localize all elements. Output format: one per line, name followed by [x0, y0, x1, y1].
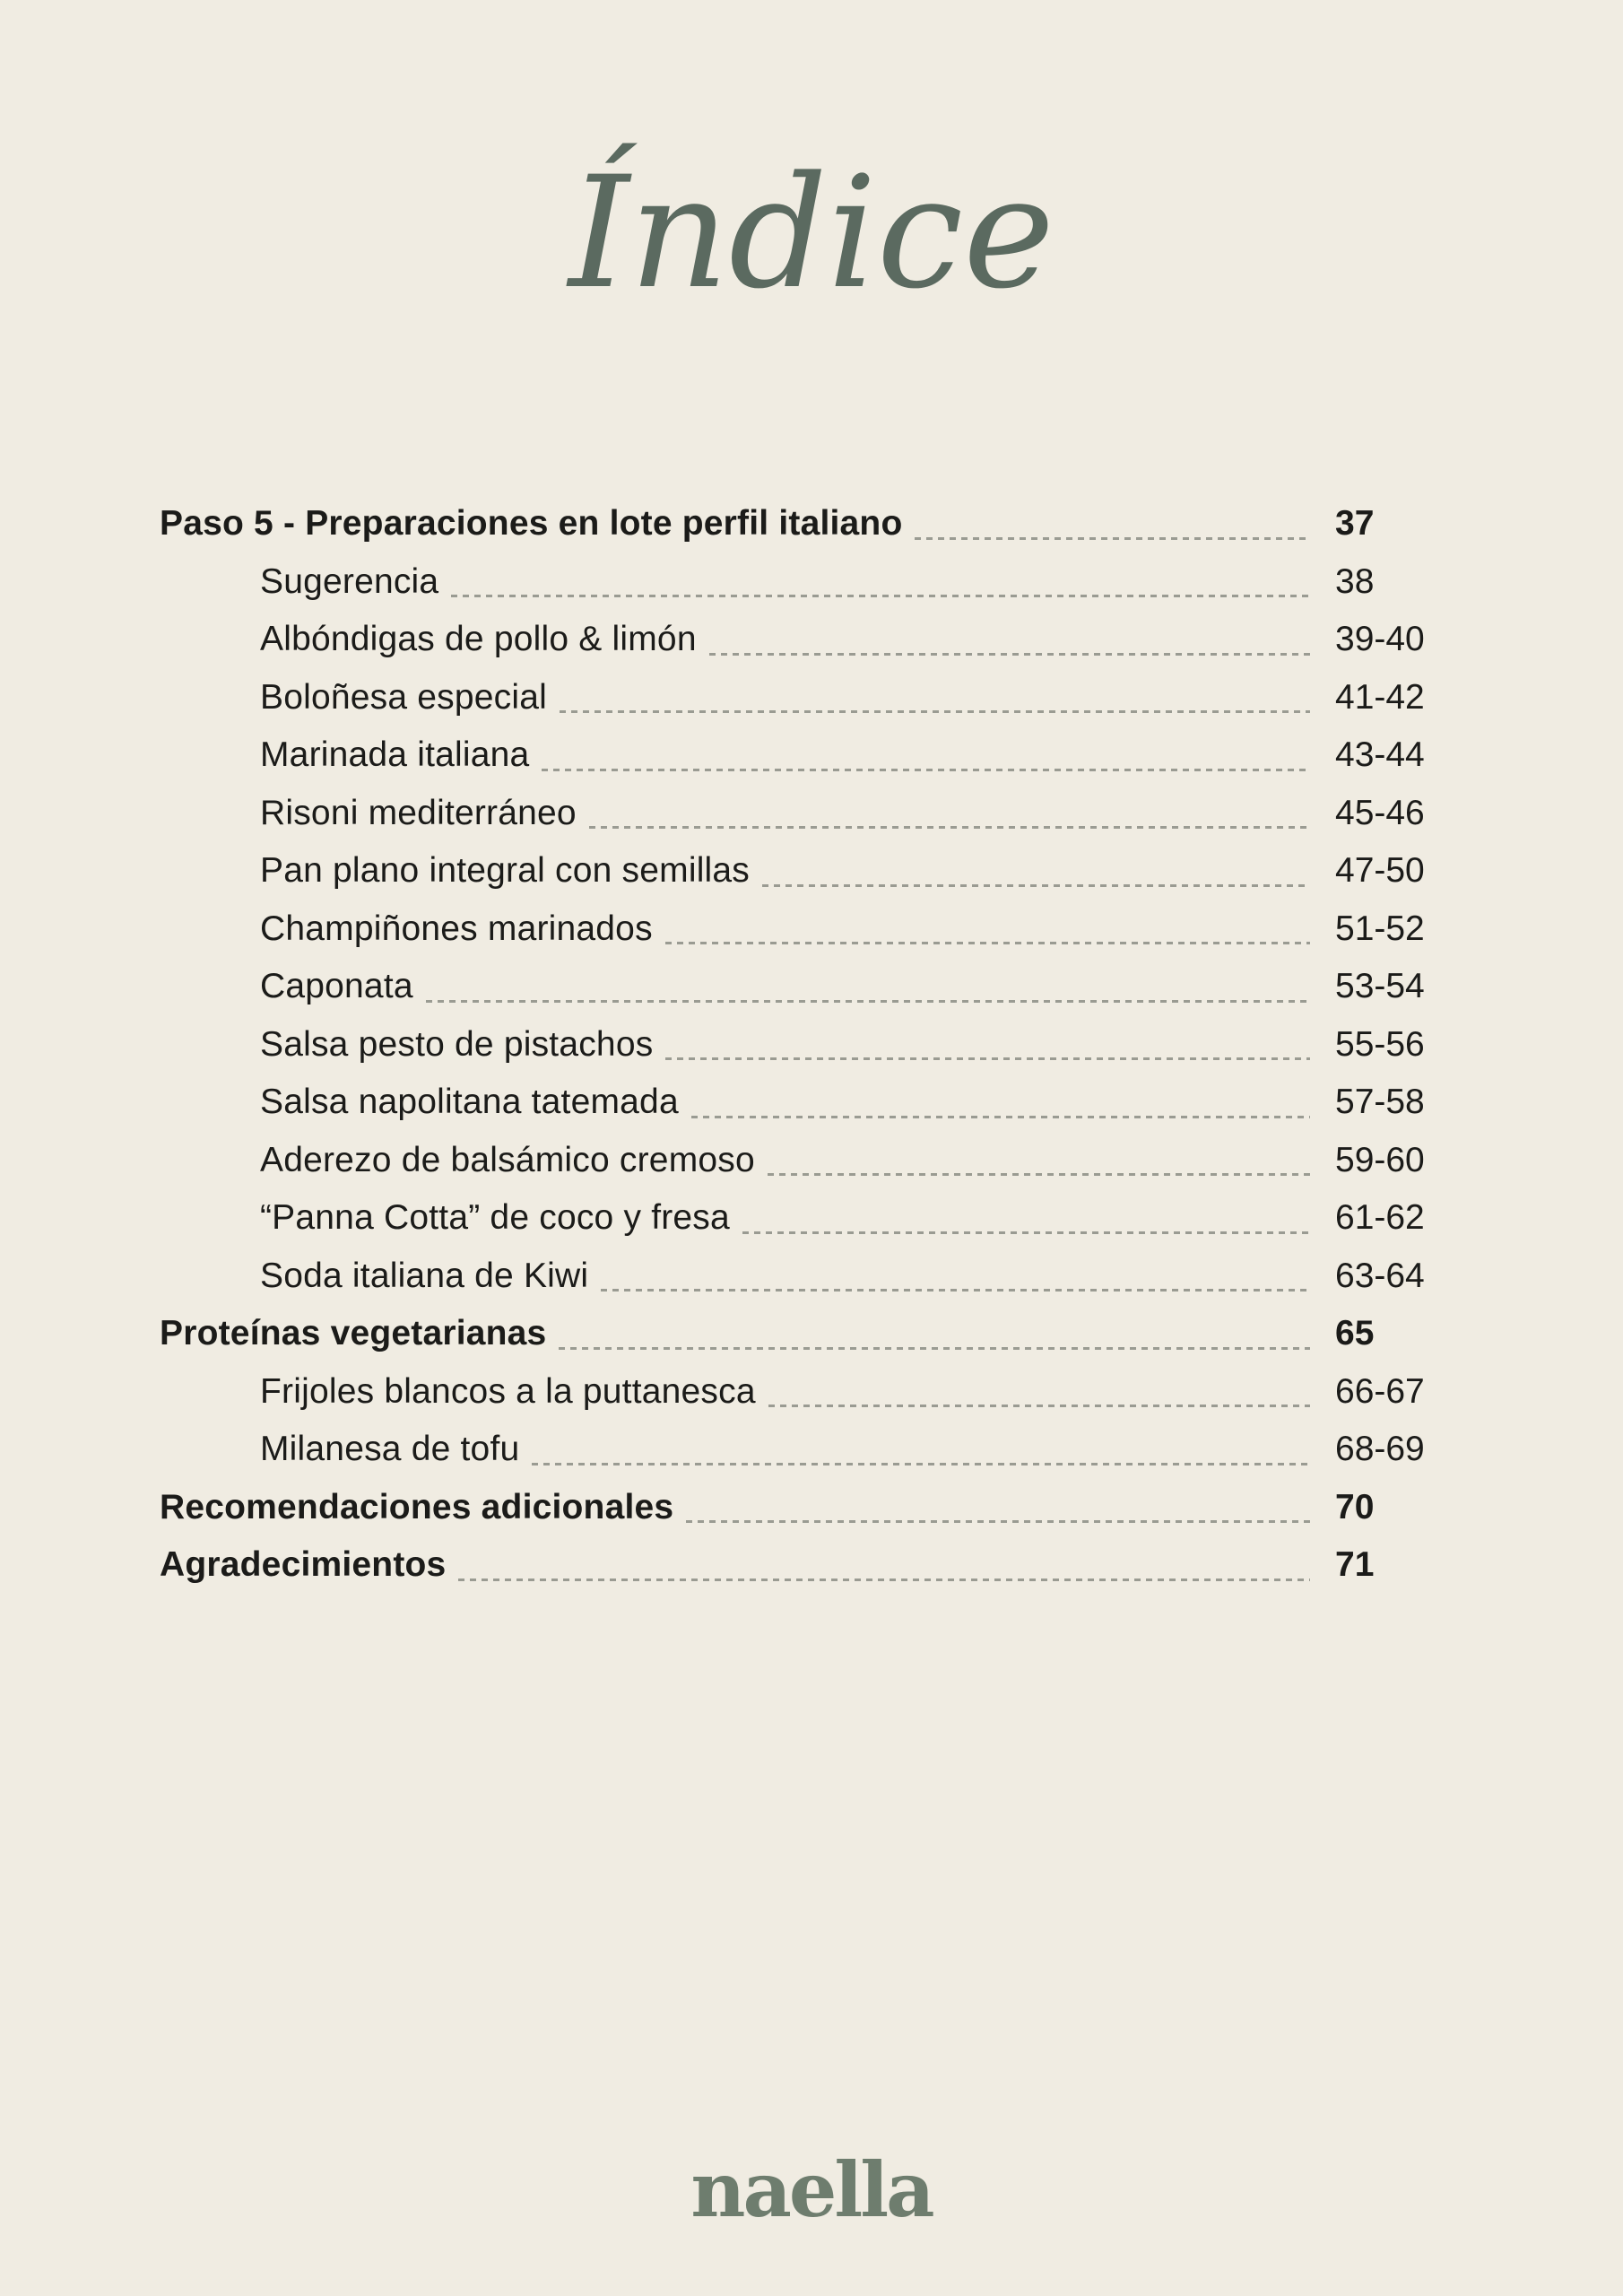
toc-entry-label: Frijoles blancos a la puttanesca [260, 1371, 756, 1411]
toc-entry[interactable] [160, 669, 1486, 727]
page-title: Índice [568, 143, 1055, 323]
toc-entry-label: Marinada italiana [260, 735, 530, 775]
toc-entry-page: 53-54 [1335, 967, 1425, 1006]
toc-leader-dots [451, 595, 1310, 597]
toc-entry-label: Sugerencia [260, 561, 439, 601]
toc-entry-page: 71 [1335, 1545, 1375, 1585]
toc-entry-label: Caponata [260, 967, 413, 1006]
toc-entry-label: Soda italiana de Kiwi [260, 1256, 589, 1295]
toc-entry-page: 68-69 [1335, 1430, 1425, 1469]
toc-entry-label: Risoni mediterráneo [260, 793, 577, 832]
toc-entry[interactable] [160, 785, 1486, 843]
toc-leader-dots [665, 942, 1310, 944]
toc-entry-page: 43-44 [1335, 735, 1425, 775]
toc-entry-label: Aderezo de balsámico cremoso [260, 1140, 755, 1179]
toc-entry[interactable] [160, 1479, 1486, 1537]
toc-leader-dots [709, 653, 1310, 656]
toc-entry-page: 57-58 [1335, 1083, 1425, 1122]
toc-entry-page: 51-52 [1335, 909, 1425, 948]
toc-entry[interactable] [160, 958, 1486, 1016]
brand-logo: naella [690, 2145, 933, 2234]
toc-entry-page: 70 [1335, 1487, 1375, 1526]
toc-entry-label: Salsa napolitana tatemada [260, 1083, 679, 1122]
toc-leader-dots [762, 884, 1310, 887]
toc-entry-page: 61-62 [1335, 1198, 1425, 1238]
toc-entry-label: Albóndigas de pollo & limón [260, 620, 697, 659]
toc-entry-page: 55-56 [1335, 1024, 1425, 1064]
toc-entry[interactable] [160, 900, 1486, 959]
toc-entry-label: Paso 5 - Preparaciones en lote perfil italiano [160, 504, 903, 544]
toc-entry-page: 37 [1335, 504, 1375, 544]
toc-leader-dots [542, 769, 1310, 771]
toc-leader-dots [691, 1116, 1310, 1118]
toc-entry[interactable] [160, 1536, 1486, 1595]
toc-leader-dots [458, 1578, 1310, 1581]
toc-entry-label: Recomendaciones adicionales [160, 1487, 674, 1526]
toc-leader-dots [589, 826, 1310, 829]
toc-leader-dots [915, 537, 1310, 540]
toc-entry-label: Pan plano integral con semillas [260, 851, 751, 891]
toc-entry-page: 39-40 [1335, 620, 1425, 659]
toc-entry[interactable] [160, 726, 1486, 785]
toc-entry-page: 38 [1335, 561, 1375, 601]
toc-entry-page: 66-67 [1335, 1371, 1425, 1411]
toc-entry-page: 47-50 [1335, 851, 1425, 891]
toc-leader-dots [768, 1405, 1310, 1407]
toc-leader-dots [665, 1057, 1310, 1060]
toc-leader-dots [686, 1520, 1310, 1523]
toc-leader-dots [768, 1173, 1310, 1176]
toc-entry[interactable] [160, 1421, 1486, 1479]
toc-entry-page: 45-46 [1335, 793, 1425, 832]
toc-entry-label: Salsa pesto de pistachos [260, 1024, 654, 1064]
toc-entry[interactable] [160, 1248, 1486, 1306]
toc-entry-label: Champiñones marinados [260, 909, 653, 948]
toc-entry-label: Agradecimientos [160, 1545, 447, 1585]
toc-leader-dots [426, 1000, 1310, 1003]
toc-entry-label: Boloñesa especial [260, 677, 547, 717]
toc-entry[interactable] [160, 1363, 1486, 1422]
toc-leader-dots [532, 1463, 1310, 1465]
toc-entry[interactable] [160, 553, 1486, 612]
toc-entry-page: 65 [1335, 1314, 1375, 1353]
toc-entry[interactable] [160, 1016, 1486, 1074]
toc-entry[interactable] [160, 842, 1486, 900]
toc-entry[interactable] [160, 611, 1486, 669]
toc-entry[interactable] [160, 1074, 1486, 1132]
toc-entry-page: 63-64 [1335, 1256, 1425, 1295]
toc-entry-label: “Panna Cotta” de coco y fresa [260, 1198, 730, 1238]
toc-entry[interactable] [160, 1305, 1486, 1363]
toc-entry[interactable] [160, 495, 1486, 553]
toc-leader-dots [559, 1347, 1310, 1350]
toc-entry[interactable] [160, 1132, 1486, 1190]
toc-entry-label: Proteínas vegetarianas [160, 1314, 547, 1353]
toc-leader-dots [560, 710, 1310, 713]
toc-entry-page: 41-42 [1335, 677, 1425, 717]
toc-entry-label: Milanesa de tofu [260, 1430, 520, 1469]
toc-entry-page: 59-60 [1335, 1140, 1425, 1179]
toc-entry[interactable] [160, 1189, 1486, 1248]
toc-leader-dots [742, 1231, 1310, 1234]
toc-leader-dots [601, 1289, 1310, 1292]
toc-list [160, 495, 1486, 1595]
